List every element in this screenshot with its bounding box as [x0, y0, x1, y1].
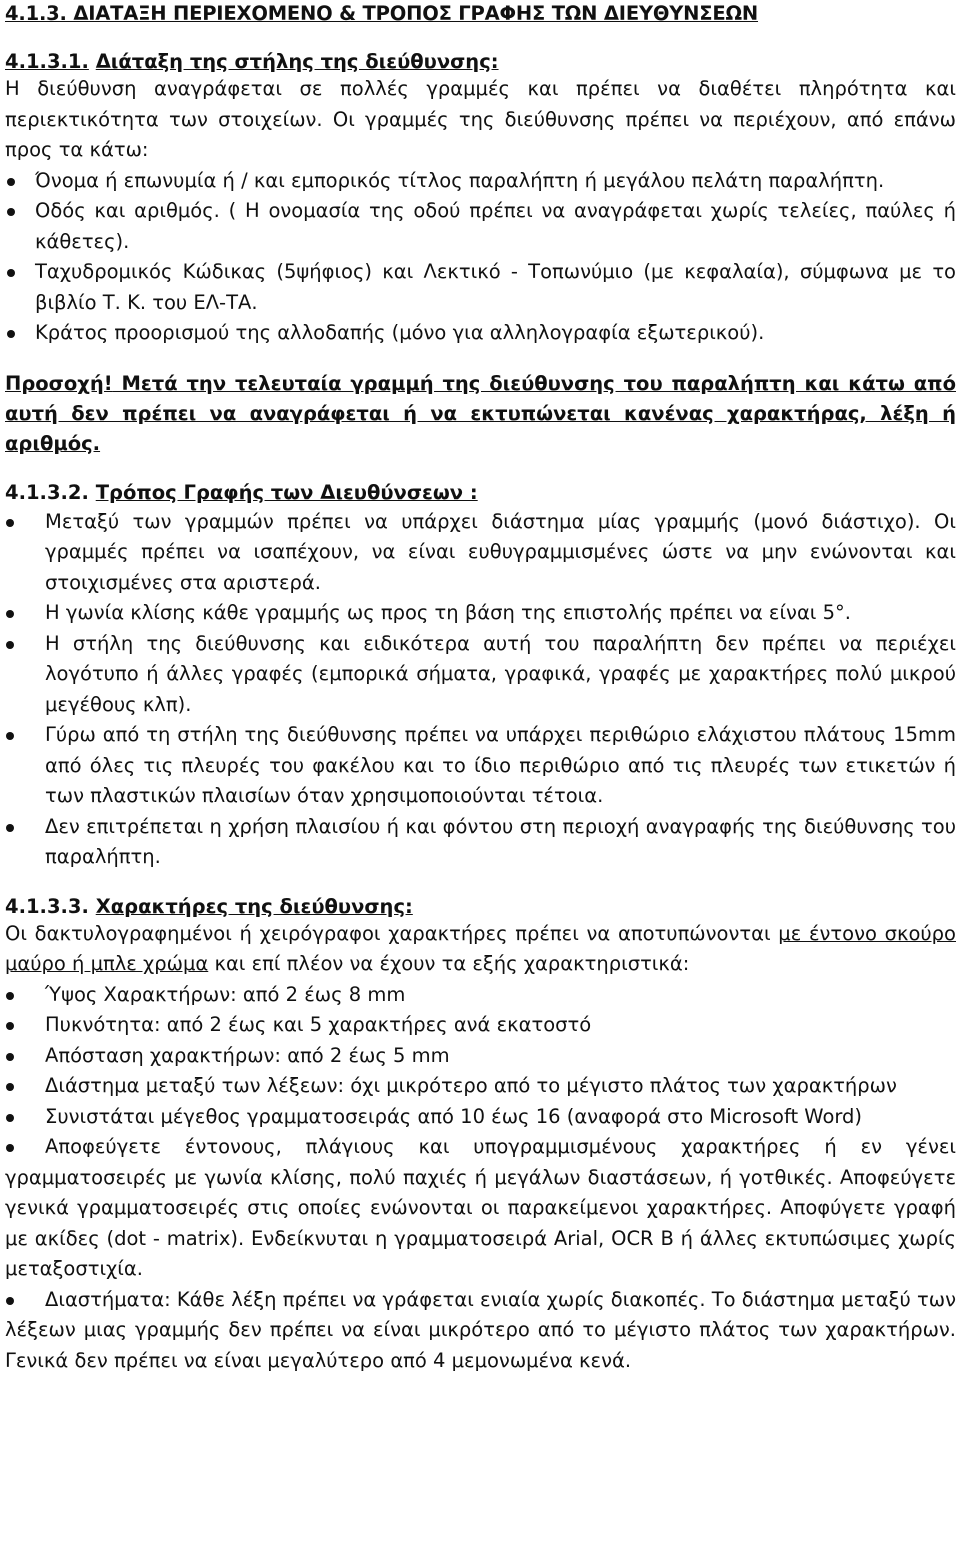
- list-item: Κράτος προορισμού της αλλοδαπής (μόνο για αλληλογραφία εξωτερικού).: [5, 318, 956, 349]
- section-heading: 4.1.3. ΔΙΑΤΑΞΗ ΠΕΡΙΕΧΟΜΕΝΟ & ΤΡΟΠΟΣ ΓΡΑΦΗΣ ΤΩΝ ΔΙΕΥΘΥΝΣΕΩΝ: [5, 2, 759, 25]
- intro-underlined-text: με έντονο σκούρο μαύρο ή μπλε χρώμα: [5, 921, 956, 975]
- warning-text: Μετά την τελευταία γραμμή της διεύθυνσης του παραλήπτη και κάτω από αυτή δεν πρέπει να αναγράφεται ή να εκτυπώνεται κανένας χαρακτήρας, λέξη ή αριθμός.: [5, 371, 956, 455]
- subsection-heading-4-1-3-1: [5, 48, 956, 76]
- list-item: Ταχυδρομικός Κώδικας (5ψήφιος) και Λεκτικό - Τοπωνύμιο (με κεφαλαία), σύμφωνα με το βιβλίο Τ. Κ. του ΕΛ-ΤΑ.: [5, 257, 956, 318]
- list-item: Διαστήματα: Κάθε λέξη πρέπει να γράφεται ενιαία χωρίς διακοπές. Το διάστημα μεταξύ των λέξεων μιας γραμμής δεν πρέπει να είναι μικρότερο από το μέγιστο πλάτος των χαρακτήρων. Γενικά δεν πρέπει να είναι μεγαλύτερο από 4 μεμονωμένα κενά.: [5, 1285, 956, 1377]
- list-item: Όνομα ή επωνυμία ή / και εμπορικός τίτλος παραλήπτη ή μεγάλου πελάτη παραλήπτη.: [5, 166, 956, 197]
- subsection-intro: Η διεύθυνση αναγράφεται σε πολλές γραμμές και πρέπει να διαθέτει πληρότητα και περιεκτικότητα των στοιχείων. Οι γραμμές της διεύθυνσης πρέπει να περιέχουν, από επάνω προς τα κάτω:: [5, 77, 956, 161]
- subsection-heading-4-1-3-3: [5, 893, 956, 921]
- subsection-number: 4.1.3.2.: [5, 480, 89, 504]
- list-item: Συνιστάται μέγεθος γραμματοσειράς από 10 έως 16 (αναφορά στο Microsoft Word): [5, 1102, 956, 1133]
- list-item: Γύρω από τη στήλη της διεύθυνσης πρέπει να υπάρχει περιθώριο ελάχιστου πλάτους 15mm από όλες τις πλευρές του φακέλου και το ίδιο περιθώριο από τις πλευρές των ετικετών ή των πλαστικών πλαισίων όταν χρησιμοποιούνται τέτοια.: [5, 720, 956, 812]
- list-item: Η γωνία κλίσης κάθε γραμμής ως προς τη βάση της επιστολής πρέπει να είναι 5°.: [5, 598, 956, 629]
- subsection-heading-4-1-3-2: [5, 479, 956, 507]
- list-item: Η στήλη της διεύθυνσης και ειδικότερα αυτή του παραλήπτη δεν πρέπει να περιέχει λογότυπο ή άλλες γραφές (εμπορικά σήματα, γραφικά, γραφές με χαρακτήρες πολύ μικρού μεγέθους κλπ).: [5, 629, 956, 721]
- list-item: Απόσταση χαρακτήρων: από 2 έως 5 mm: [5, 1041, 956, 1072]
- intro-text: Οι δακτυλογραφημένοι ή χειρόγραφοι χαρακτήρες πρέπει να αποτυπώνονται: [5, 921, 779, 945]
- subsection-title: Τρόπος Γραφής των Διευθύνσεων :: [95, 480, 478, 504]
- list-item: Διάστημα μεταξύ των λέξεων: όχι μικρότερο από το μέγιστο πλάτος των χαρακτήρων: [5, 1071, 956, 1102]
- character-rules-list: [5, 980, 956, 1072]
- list-item: Ύψος Χαρακτήρων: από 2 έως 8 mm: [5, 980, 956, 1011]
- list-item: Πυκνότητα: από 2 έως και 5 χαρακτήρες ανά εκατοστό: [5, 1010, 956, 1041]
- list-item: Αποφεύγετε έντονους, πλάγιους και υπογραμμισμένους χαρακτήρες ή εν γένει γραμματοσειρές με γωνία κλίσης, πολύ παχιές ή μεγάλων διαστάσεων, ή γοτθικές. Αποφεύγετε γενικά γραμματοσειρές στις οποίες ενώνονται οι παρακείμενοι χαρακτήρες. Αποφύγετε γραφή με ακίδες (dot - matrix). Ενδείκνυται η γραμματοσειρά Arial, OCR B ή άλλες εκτυπώσιμες χωρίς μεταξοστιχία.: [5, 1132, 956, 1285]
- subsection-title: Διάταξη της στήλης της διεύθυνσης:: [95, 50, 499, 73]
- character-rules-list-continued: [5, 1071, 956, 1376]
- subsection-number: 4.1.3.3.: [5, 894, 89, 918]
- subsection-title: Χαρακτήρες της διεύθυνσης:: [95, 894, 413, 918]
- warning-label: Προσοχή!: [5, 371, 113, 395]
- writing-rules-list: [5, 507, 956, 873]
- list-item: Δεν επιτρέπεται η χρήση πλαισίου ή και φόντου στη περιοχή αναγραφής της διεύθυνσης του παραλήπτη.: [5, 812, 956, 873]
- subsection-number: 4.1.3.1.: [5, 50, 89, 73]
- subsection-intro: [5, 919, 956, 980]
- intro-text: και επί πλέον να έχουν τα εξής χαρακτηριστικά:: [208, 952, 690, 975]
- warning-note: [5, 369, 956, 459]
- list-item: Μεταξύ των γραμμών πρέπει να υπάρχει διάστημα μίας γραμμής (μονό διάστιχο). Οι γραμμές πρέπει να ισαπέχουν, να είναι ευθυγραμμισμένες ώστε να μην ενώνονται και στοιχισμένες στα αριστερά.: [5, 507, 956, 599]
- list-item: Οδός και αριθμός. ( Η ονομασία της οδού πρέπει να αναγράφεται χωρίς τελείες, παύλες ή κάθετες).: [5, 196, 956, 257]
- address-lines-list: [5, 166, 956, 349]
